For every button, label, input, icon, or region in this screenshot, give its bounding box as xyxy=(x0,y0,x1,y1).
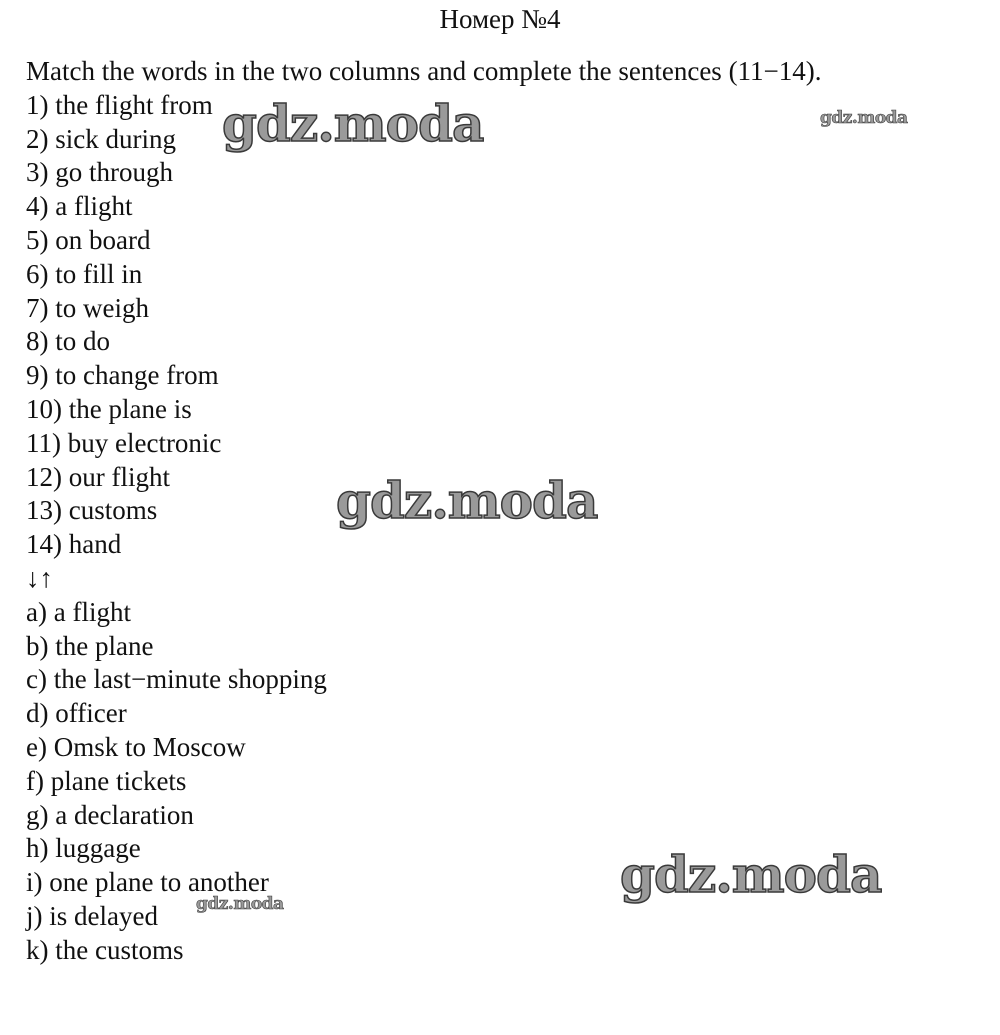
left-item-12: 12) our flight xyxy=(26,461,170,492)
left-item-7: 7) to weigh xyxy=(26,292,149,323)
right-item-h: h) luggage xyxy=(26,833,141,864)
page-title: Номер №4 xyxy=(439,4,561,34)
left-item-5: 5) on board xyxy=(26,224,151,255)
arrows-separator: ↓↑ xyxy=(26,562,53,593)
right-item-f: f) plane tickets xyxy=(26,765,187,796)
right-item-g: g) a declaration xyxy=(26,799,194,830)
right-item-k: k) the customs xyxy=(26,934,184,965)
left-item-11: 11) buy electronic xyxy=(26,427,222,458)
right-item-d: d) officer xyxy=(26,698,127,729)
watermark-logo-middle: gdz.moda xyxy=(336,471,598,530)
exercise-content xyxy=(26,55,822,968)
right-item-a: a) a flight xyxy=(26,596,131,627)
left-item-8: 8) to do xyxy=(26,326,110,357)
right-item-i: i) one plane to another xyxy=(26,867,269,898)
left-item-4: 4) a flight xyxy=(26,191,133,222)
left-item-9: 9) to change from xyxy=(26,360,219,391)
right-item-e: e) Omsk to Moscow xyxy=(26,731,246,762)
left-item-13: 13) customs xyxy=(26,495,158,526)
watermark-logo-small-top: gdz.moda xyxy=(820,108,908,128)
left-item-10: 10) the plane is xyxy=(26,393,192,424)
watermark-logo-small-bottom: gdz.moda xyxy=(196,894,284,914)
watermark-logo-bottom: gdz.moda xyxy=(620,845,882,904)
watermark-logo-top: gdz.moda xyxy=(222,94,484,153)
right-item-j: j) is delayed xyxy=(26,900,158,931)
right-item-c: c) the last−minute shopping xyxy=(26,664,327,695)
left-item-3: 3) go through xyxy=(26,157,173,188)
left-item-2: 2) sick during xyxy=(26,123,176,154)
left-item-1: 1) the flight from xyxy=(26,89,213,120)
right-item-b: b) the plane xyxy=(26,630,154,661)
left-item-14: 14) hand xyxy=(26,529,122,560)
instruction-text: Match the words in the two columns and complete the sentences (11−14). xyxy=(26,56,822,86)
left-item-6: 6) to fill in xyxy=(26,258,143,289)
